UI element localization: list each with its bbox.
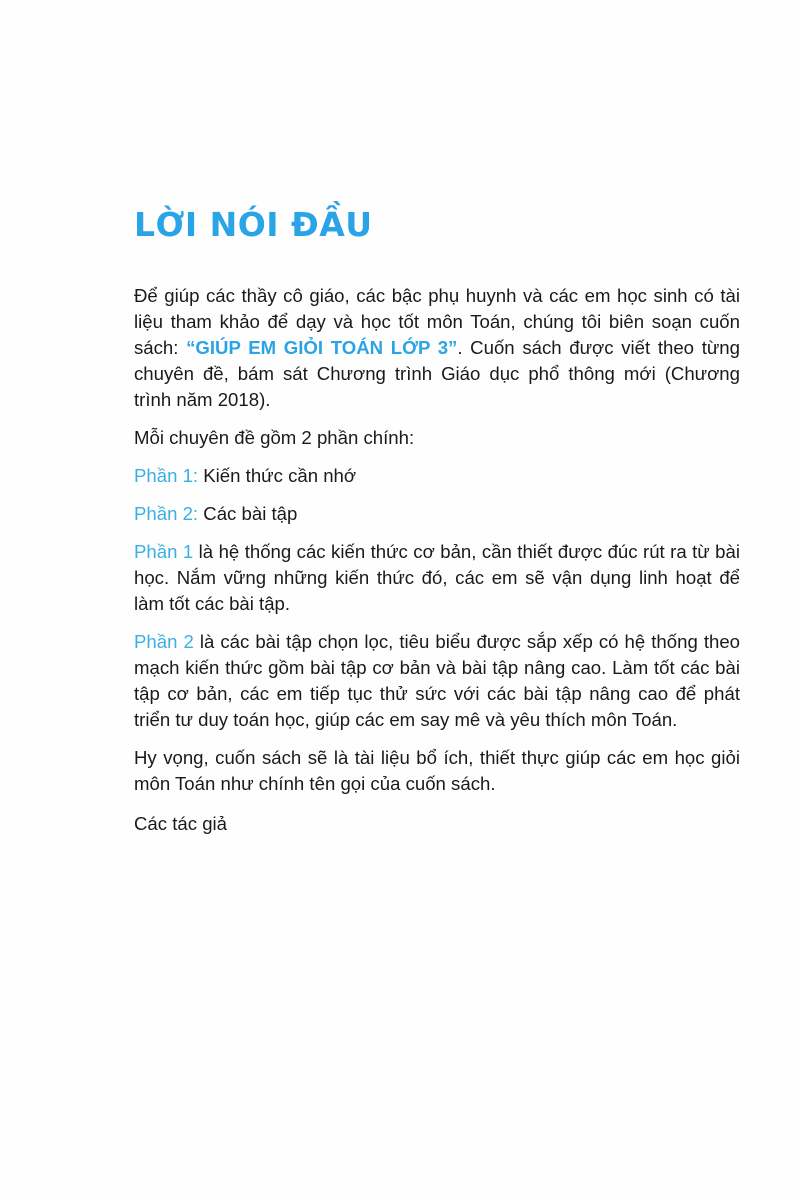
paragraph-structure — [134, 425, 740, 451]
paragraph-part2-line — [134, 501, 740, 527]
paragraph-part1-line — [134, 463, 740, 489]
paragraph-closing — [134, 745, 740, 797]
paragraph-intro — [134, 283, 740, 413]
part1-desc-label: Phần 1 — [134, 541, 194, 562]
part2-label: Phần 2: — [134, 503, 199, 524]
part1-label: Phần 1: — [134, 465, 199, 486]
structure-text: Mỗi chuyên đề gồm 2 phần chính: — [134, 427, 415, 448]
part2-desc-label: Phần 2 — [134, 631, 194, 652]
preface-body — [134, 283, 740, 837]
page-title: LỜI NÓI ĐẦU — [134, 205, 373, 244]
closing-text: Hy vọng, cuốn sách sẽ là tài liệu bổ ích, thiết thực giúp các em học giỏi môn Toán như chính tên gọi của cuốn sách. — [134, 747, 740, 794]
book-title: “GIÚP EM GIỎI TOÁN LỚP 3” — [186, 337, 458, 358]
intro-text-before: Để giúp các thầy cô giáo, các bậc phụ huynh và các em học sinh có tài liệu tham khảo để dạy và học tốt môn Toán, chúng tôi biên soạn cuốn sách: — [134, 285, 740, 358]
part1-line-text: Kiến thức cần nhớ — [198, 465, 357, 486]
part2-line-text: Các bài tập — [198, 503, 298, 524]
part2-desc-text: là các bài tập chọn lọc, tiêu biểu được sắp xếp có hệ thống theo mạch kiến thức gồm bài tập cơ bản và bài tập nâng cao. Làm tốt các bài tập cơ bản, các em tiếp tục thử sức với các bài tập nâng cao để phát triển tư duy toán học, giúp các em say mê và yêu thích môn Toán. — [134, 631, 741, 730]
intro-text-after: . Cuốn sách được viết theo từng chuyên đề, bám sát Chương trình Giáo dục phổ thông mới (Chương trình năm 2018). — [134, 337, 740, 410]
part1-desc-text: là hệ thống các kiến thức cơ bản, cần thiết được đúc rút ra từ bài học. Nắm vững những kiến thức đó, các em sẽ vận dụng linh hoạt để làm tốt các bài tập. — [134, 541, 740, 614]
signature: Các tác giả — [134, 813, 228, 834]
paragraph-part1-desc — [134, 539, 740, 617]
paragraph-part2-desc — [134, 629, 740, 733]
